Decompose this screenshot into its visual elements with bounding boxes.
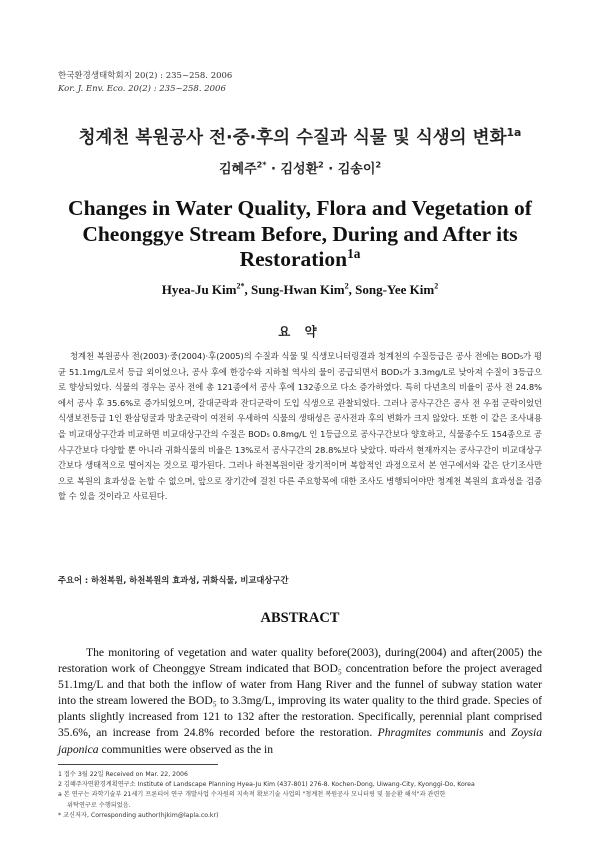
author-ko-name: 김혜주 — [218, 162, 257, 177]
author-en-separator: , — [244, 282, 252, 297]
footnote-line: 위탁연구로 수행되었음. — [67, 801, 131, 809]
footnote-line: 2 김혜주자연환경계획연구소 Institute of Landscape Planning Hyea-Ju Kim (437-801) 276-8. Kochen-Dong, Uiwang-City, Kyonggi-Do, Korea — [58, 781, 475, 789]
footnote-line: * 교신저자, Corresponding author(hjkim@lapla.co.kr) — [58, 811, 219, 819]
author-en-name: Sung-Hwan Kim — [251, 282, 345, 297]
author-ko-separator: · — [266, 162, 281, 177]
author-ko-name: 김송이 — [337, 162, 376, 177]
footnote-line: 1 접수 3월 22일 Received on Mar. 22, 2006 — [58, 771, 188, 778]
title-english — [50, 196, 550, 273]
journal-citation-ko: 한국환경생태학회지 20(2) : 235~258. 2006 — [58, 71, 233, 81]
abstract-korean — [58, 349, 542, 505]
abstract-english-part2: and — [483, 726, 512, 740]
abstract-english-paragraph — [58, 645, 542, 758]
abstract-korean-text: 청계천 복원공사 전(2003)·중(2004)·후(2005)의 수질과 식물 및 식생모니터링결과 청계천의 수질등급은 공사 전에는 BOD₅가 평균 51.1mg/L로서 등급 외이었으나, 공사 후에 한강수와 지하철 역사의 물이 공급되면서 BOD₅가 3.3mg/L로 낮아져 수질이 3등급으로 향상되었다. 식물의 경우는 공사 전에 총 121종에서 공사 후에 132종으로 다소 증가하였다. 특히 다년초의 비율이 공사 전 24.8%에서 공사 후 35.6%로 증가되었으며, 갈대군락과 잔디군락이 도입 식생으로 관찰되었다. 그러나 공사구간은 공사 전 우점 군락이었던 식생보전등급 1인 환삼덩굴과 망초군락이 여전히 우세하여 식물의 생태성은 공사전과 후의 변화가 크지 않았다. 또한 이 같은 조사내용을 비교대상구간과 비교하면 비교대상구간의 수질은 BOD₅ 0.8mg/L 인 1등급으로 공사구간보다 양호하고, 식물종수도 154종으로 공사구간보다 다양할 뿐 아니라 귀화식물의 비율은 13%로서 공사구간의 28.8%보다 낮았다. 따라서 현재까지는 공사구간이 비교대상구간보다 생태적으로 떨어지는 것으로 평가된다. 그러나 하천복원이란 장기적이며 복합적인 과정으로서 본 연구에서와 같은 단기조사만으로 복원의 효과성을 논할 수 없으며, 앞으로 장기간에 걸친 다른 주요항목에 대한 조사도 병행되어야만 청계천 복원의 효과성을 검증할 수 있을 것이라고 사료된다. — [58, 351, 543, 502]
title-english-line2: Cheonggye Stream Before, During and After its — [82, 221, 518, 246]
title-korean-sup: 1a — [506, 126, 522, 140]
keywords: 주요어 : 하천복원, 하천복원의 효과성, 귀화식물, 비교대상구간 — [58, 575, 289, 585]
author-en-name: Hyea-Ju Kim — [161, 282, 237, 297]
title-english-line3-text: Restoration — [239, 247, 348, 271]
author-en-separator: , — [348, 282, 356, 297]
title-korean — [0, 124, 600, 149]
author-ko-affiliation-sup: 2 — [375, 160, 382, 170]
authors-english — [0, 282, 600, 298]
title-korean-text: 청계천 복원공사 전·중·후의 수질과 식물 및 식생의 변화 — [78, 128, 507, 148]
author-en-affiliation-sup: 2 — [434, 281, 439, 291]
section-heading-abstract: ABSTRACT — [260, 610, 340, 626]
title-english-sup: 1a — [347, 245, 361, 261]
author-ko-affiliation-sup: 2* — [256, 160, 267, 170]
abstract-english-part1: The monitoring of vegetation and water quality before(2003), during(2004) and after(2005) the restoration work of Cheonggye Stream indicated that BOD₅ concentration before the project averaged 51.1mg/L and that both the inflow of water from Hang River and the funnel of subway station water into the stream lowered the BOD₅ to 3.3mg/L, improving its water quality to the third grade. Species of plants slightly increased from 121 to 132 after the restoration. Specifically, perennial plant comprised 35.6%, an increase from 24.8% recorded before the restoration. — [58, 646, 542, 740]
species-zoysia: Zoysia japonica — [58, 726, 542, 756]
authors-korean — [0, 158, 600, 177]
journal-header — [58, 70, 232, 96]
abstract-english — [58, 645, 542, 758]
author-en-affiliation-sup: 2* — [236, 281, 245, 291]
author-en-affiliation-sup: 2 — [344, 281, 349, 291]
author-ko-affiliation-sup: 2 — [318, 160, 324, 170]
footnotes — [58, 770, 548, 821]
title-english-line3 — [50, 247, 550, 273]
author-en-name: Song-Yee Kim — [355, 282, 435, 297]
section-heading-yoyak: 요 약 — [278, 324, 322, 339]
title-english-line1: Changes in Water Quality, Flora and Vegetation of — [68, 196, 532, 220]
species-phragmites: Phragmites communis — [377, 726, 484, 740]
abstract-english-part3: communities were observed as the in — [98, 742, 274, 756]
footnote-line: a 본 연구는 과학기술부 21세기 프론티어 연구 개발사업 수자원의 지속적 확보기술 사업의 "청계천 복원공사 모니터링 및 물순환 해석"과 관련한 — [58, 791, 446, 799]
footnote-rule — [58, 764, 218, 765]
author-ko-separator: · — [323, 162, 338, 177]
author-ko-name: 김성환 — [280, 162, 319, 177]
journal-citation-en: Kor. J. Env. Eco. 20(2) : 235~258. 2006 — [58, 84, 226, 94]
